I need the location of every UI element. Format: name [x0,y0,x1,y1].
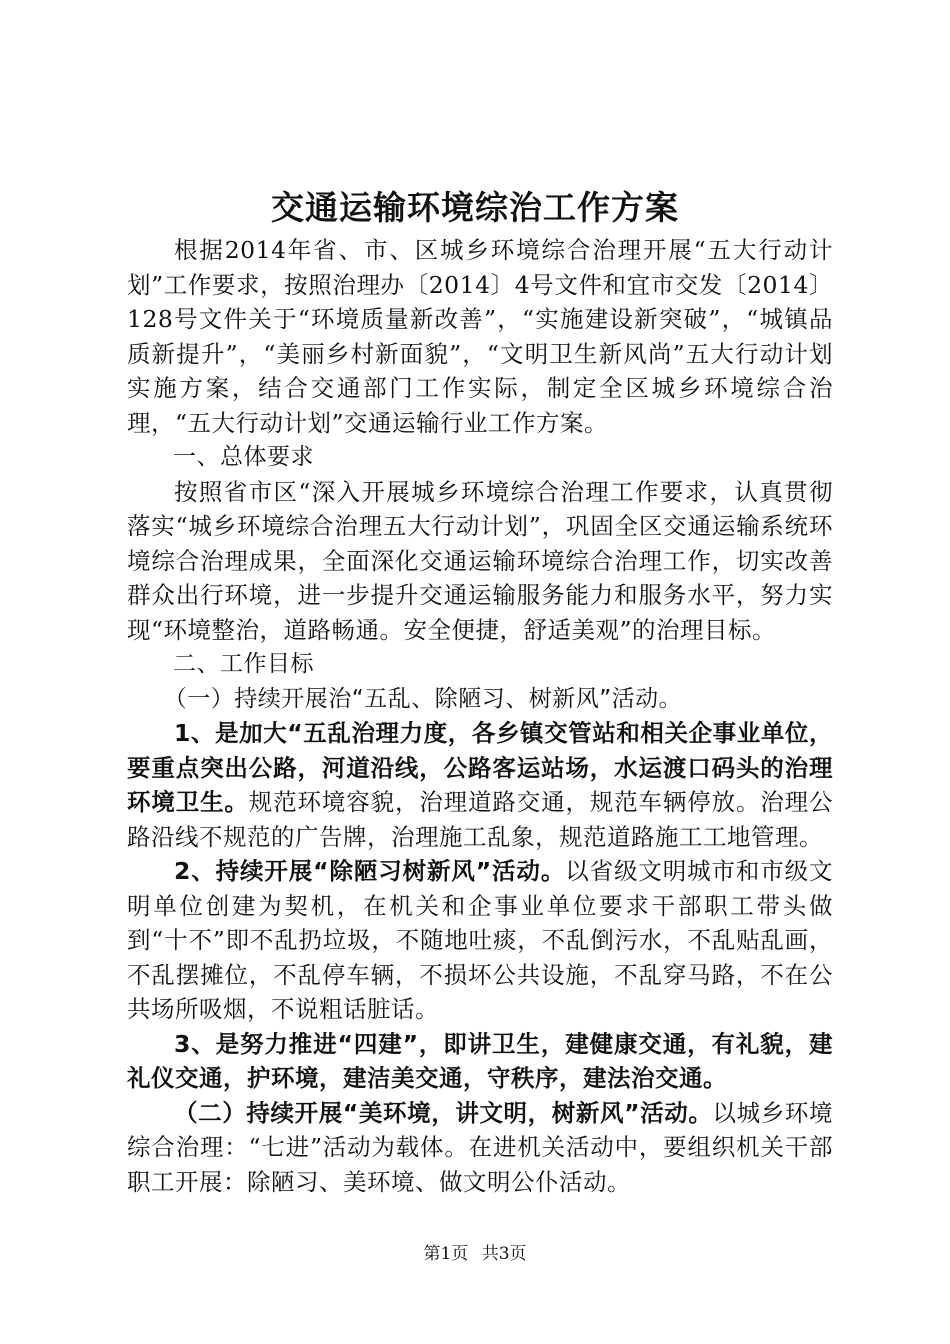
goal-item-2-text: 以省级文明城市和市级文明单位创建为契机，在机关和企事业单位要求干部职工带头做到“十不”即不乱扔垃圾，不随地吐痰，不乱倒污水，不乱贴乱画，不乱摆摊位，不乱停车辆，不损坏公共设施，不乱穿马路，不在公共场所吸烟，不说粗话脏话。 [127,857,833,1023]
subsection-two-paragraph [127,1096,833,1200]
goal-item-1 [127,716,833,854]
subsection-two-heading: （二）持续开展“美环境，讲文明，树新风”活动。 [174,1098,713,1127]
page-total: 共3页 [481,1244,527,1264]
goal-item-3 [127,1027,833,1096]
section-heading-work-goals: 二、工作目标 [173,651,314,677]
page-footer [0,1242,950,1266]
general-requirements-paragraph: 按照省市区“深入开展城乡环境综合治理工作要求，认真贯彻落实“城乡环境综合治理五大行动计划”，巩固全区交通运输系统环境综合治理成果，全面深化交通运输环境综合治理工作，切实改善群众出行环境，进一步提升交通运输服务能力和服务水平，努力实现“环境整治，道路畅通。安全便捷，舒适美观”的治理目标。 [127,477,833,644]
document-title: 交通运输环境综治工作方案 [271,188,679,227]
subsection-heading-one: （一）持续开展治“五乱、除陋习、树新风”活动。 [163,685,683,712]
goal-item-2 [127,854,833,1027]
goal-item-2-emphasis: 2、持续开展“除陋习树新风”活动。 [174,857,566,885]
intro-paragraph: 根据2014年省、市、区城乡环境综合治理开展“五大行动计划”工作要求，按照治理办〔2014〕4号文件和宜市交发〔2014〕128号文件关于“环境质量新改善”，“实施建设新突破”，“城镇品质新提升”，“美丽乡村新面貌”，“文明卫生新风尚”五大行动计划实施方案，结合交通部门工作实际，制定全区城乡环境综合治理，“五大行动计划”交通运输行业工作方案。 [127,236,833,437]
goal-item-3-emphasis: 3、是努力推进“四建”，即讲卫生，建健康交通，有礼貌，建礼仪交通，护环境，建洁美交通，守秩序，建法治交通。 [127,1029,833,1092]
subsection-two-text: 以城乡环境综合治理：“七进”活动为载体。在进机关活动中，要组织机关干部职工开展：除陋习、美环境、做文明公仆活动。 [127,1098,834,1196]
goal-item-1-emphasis: 1、是加大“五乱治理力度，各乡镇交管站和相关企事业单位，要重点突出公路，河道沿线，公路客运站场，水运渡口码头的治理环境卫生。 [127,719,833,816]
goal-item-1-text: 规范环境容貌，治理道路交通，规范车辆停放。治理公路沿线不规范的广告牌，治理施工乱象，规范道路施工工地管理。 [127,788,834,851]
page-number: 第1页 [423,1244,469,1264]
document-body [127,233,833,1199]
section-heading-general-requirements: 一、总体要求 [173,444,314,470]
